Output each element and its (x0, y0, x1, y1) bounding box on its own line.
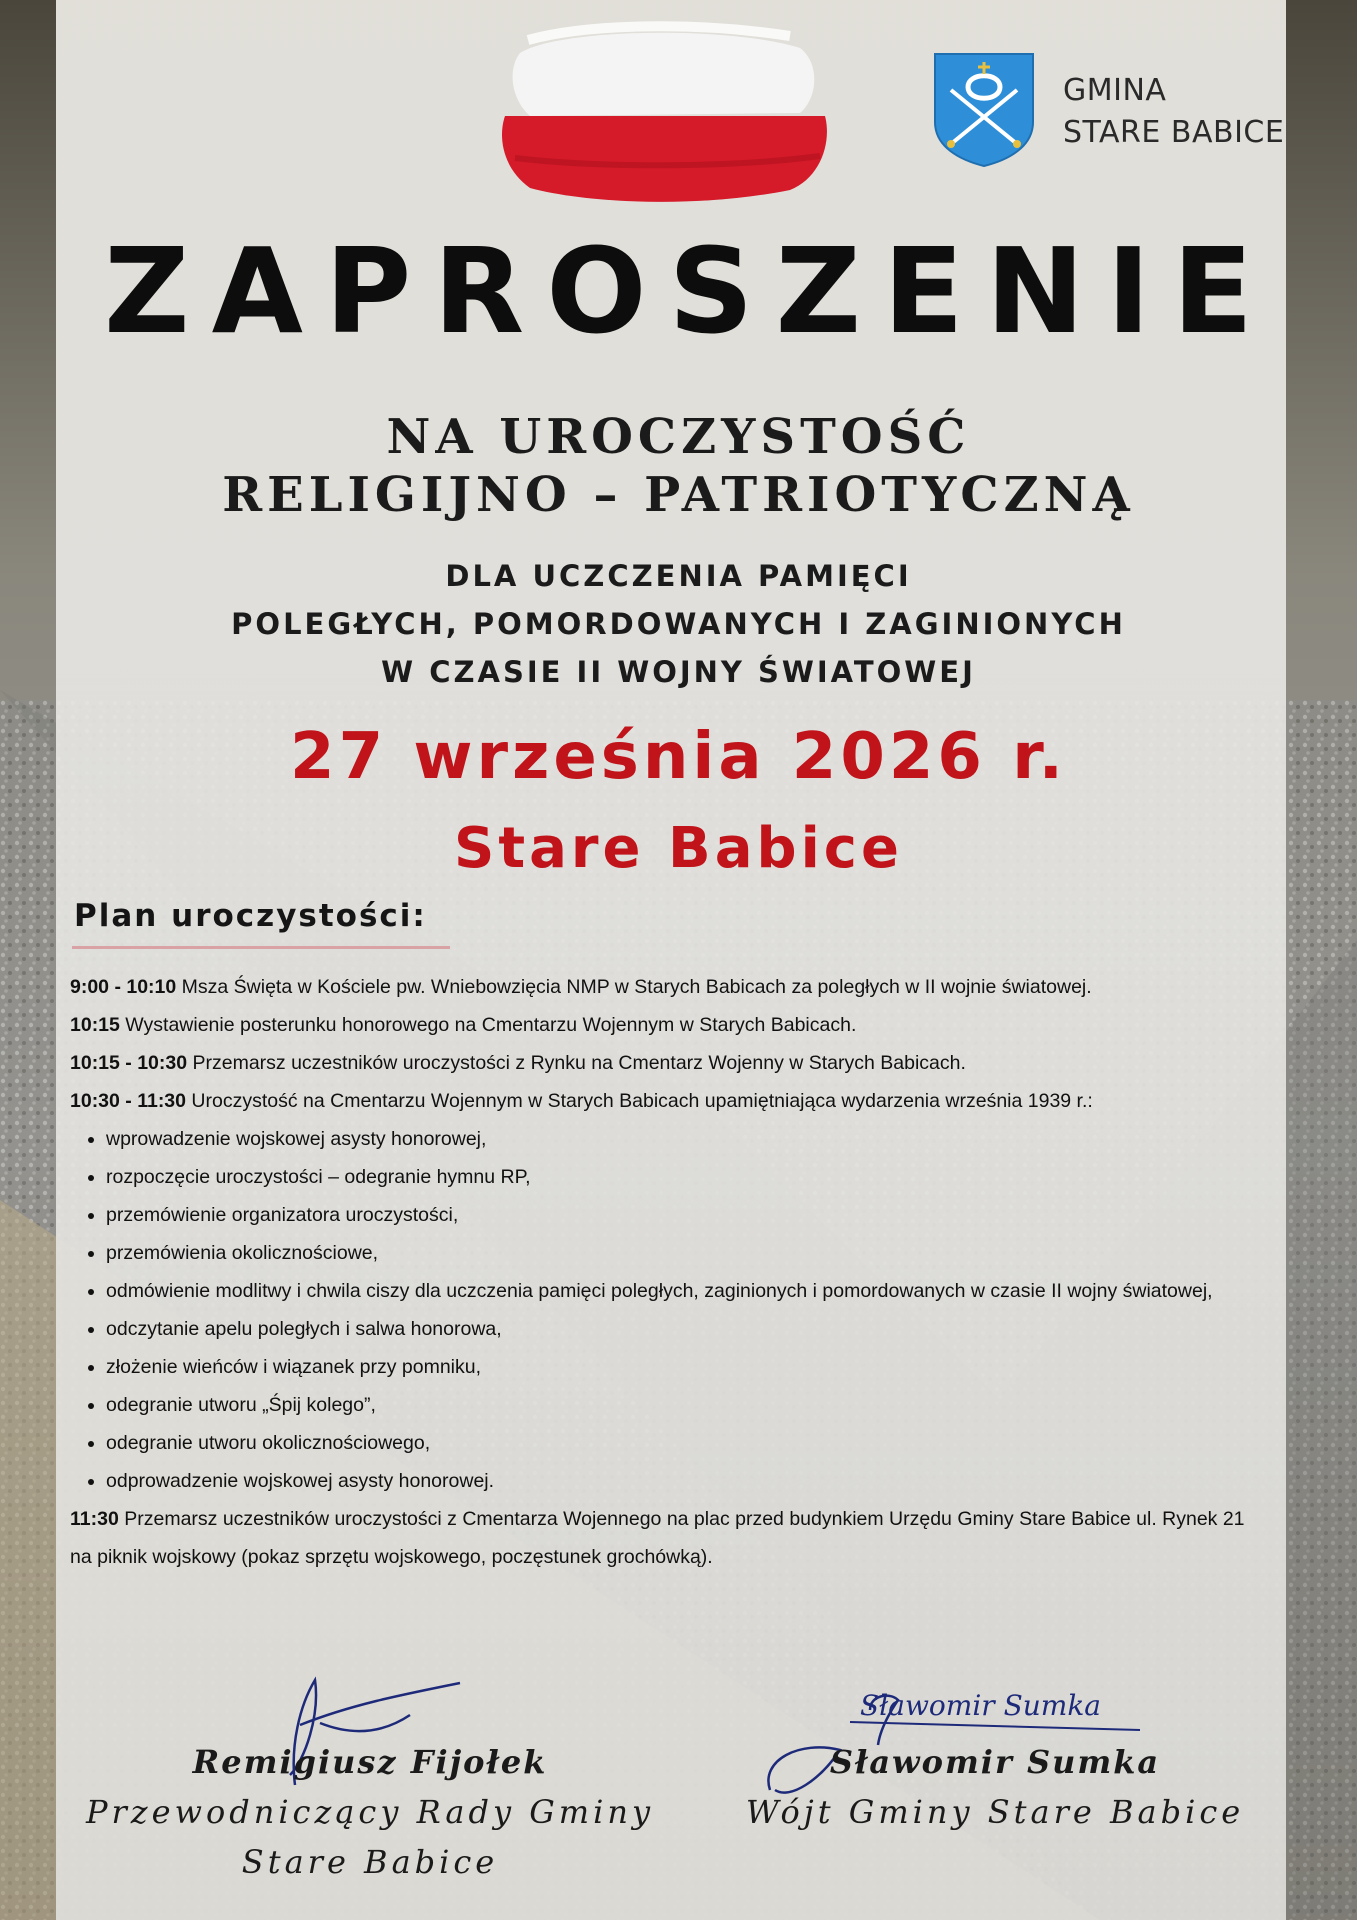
event-date: 27 września 2026 r. (290, 720, 1067, 794)
program-text: Uroczystość na Cmentarzu Wojennym w Starych Babicach upamiętniająca wydarzenia września 1939 r.: (186, 1090, 1093, 1112)
plan-heading: Plan uroczystości: (74, 898, 427, 934)
program-time: 11:30 (70, 1508, 119, 1530)
subtitle-line-2: RELIGIJNO – PATRIOTYCZNĄ (222, 467, 1135, 523)
list-item: • odegranie utworu okolicznościowego, (106, 1424, 1260, 1462)
list-item: • odmówienie modlitwy i chwila ciszy dla uczczenia pamięci poległych, zaginionych i pomordowanych w czasie II wojny światowej, (106, 1272, 1260, 1310)
page-title: ZAPROSZENIE (104, 222, 1275, 360)
list-item: • odegranie utworu „Śpij kolego”, (106, 1386, 1260, 1424)
ceremony-list (70, 1120, 1260, 1500)
plan-heading-underline (72, 946, 450, 949)
dedication (0, 552, 1357, 696)
program-text: Msza Święta w Kościele pw. Wniebowzięcia NMP w Starych Babicach za poległych w II wojnie światowej. (176, 976, 1092, 998)
program-item (70, 1006, 1260, 1044)
list-item: • złożenie wieńców i wiązanek przy pomniku, (106, 1348, 1260, 1386)
program-text: Przemarsz uczestników uroczystości z Rynku na Cmentarz Wojenny w Starych Babicach. (187, 1052, 966, 1074)
signature-block-mayor (720, 1737, 1270, 1837)
dedication-line-2: POLEGŁYCH, POMORDOWANYCH I ZAGINIONYCH (231, 607, 1126, 641)
brand-line-2: STARE BABICE (1063, 115, 1285, 150)
event-place: Stare Babice (454, 816, 903, 881)
program-time: 10:30 - 11:30 (70, 1090, 187, 1112)
subtitle-line-1: NA UROCZYSTOŚĆ (386, 409, 971, 465)
signer-role: Wójt Gminy Stare Babice (745, 1793, 1245, 1831)
program-text: Przemarsz uczestników uroczystości z Cmentarza Wojennego na plac przed budynkiem Urzędu Gminy Stare Babice ul. Rynek 21 na piknik wojskowy (pokaz sprzętu wojskowego, poczęstunek grochówką). (70, 1508, 1245, 1568)
signer-name: Sławomir Sumka (829, 1743, 1161, 1781)
dedication-line-3: W CZASIE II WOJNY ŚWIATOWEJ (381, 655, 976, 689)
coat-of-arms-icon (933, 52, 1035, 168)
program-item (70, 968, 1260, 1006)
list-item: • przemówienia okolicznościowe, (106, 1234, 1260, 1272)
program-time: 10:15 (70, 1014, 120, 1036)
program-item (70, 1082, 1260, 1120)
polish-flag-icon (500, 18, 830, 208)
program (70, 968, 1260, 1576)
program-item (70, 1044, 1260, 1082)
signature-handwriting: Sławomir Sumka (860, 1689, 1101, 1722)
signer-role: Stare Babice (241, 1843, 499, 1881)
list-item: • odprowadzenie wojskowej asysty honorowej. (106, 1462, 1260, 1500)
program-text: Wystawienie posterunku honorowego na Cmentarzu Wojennym w Starych Babicach. (119, 1014, 857, 1036)
signer-role: Przewodniczący Rady Gminy (85, 1793, 655, 1831)
dedication-line-1: DLA UCZCZENIA PAMIĘCI (445, 559, 912, 593)
program-time: 9:00 - 10:10 (70, 976, 177, 998)
signer-name: Remigiusz Fijołek (192, 1743, 548, 1781)
brand-name (1063, 70, 1284, 154)
program-item (70, 1500, 1260, 1576)
list-item: • rozpoczęcie uroczystości – odegranie hymnu RP, (106, 1158, 1260, 1196)
list-item: • odczytanie apelu poległych i salwa honorowa, (106, 1310, 1260, 1348)
event-subtitle (0, 408, 1357, 524)
program-time: 10:15 - 10:30 (70, 1052, 188, 1074)
list-item: • przemówienie organizatora uroczystości, (106, 1196, 1260, 1234)
brand-line-1: GMINA (1063, 73, 1167, 108)
list-item: • wprowadzenie wojskowej asysty honorowej, (106, 1120, 1260, 1158)
signature-block-chairman (70, 1737, 670, 1887)
